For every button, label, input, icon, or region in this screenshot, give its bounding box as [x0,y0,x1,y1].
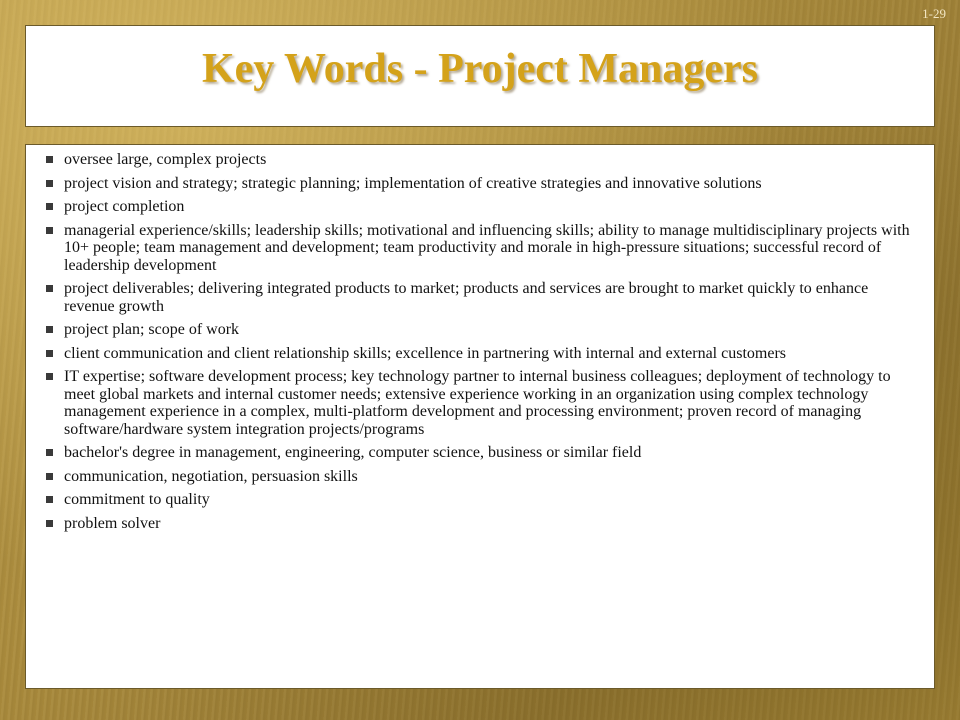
bullet-icon [46,449,53,456]
title-box [25,25,935,127]
bullet-icon [46,496,53,503]
slide-title: Key Words - Project Managers [202,46,758,92]
list-item-text: project completion [64,198,185,215]
list-item [40,280,920,315]
bullet-icon [46,203,53,210]
bullet-icon [46,473,53,480]
bullet-icon [46,156,53,163]
list-item [40,222,920,275]
bullet-icon [46,326,53,333]
bullet-icon [46,520,53,527]
list-item [40,198,920,216]
bullet-icon [46,350,53,357]
list-item [40,368,920,438]
list-item-text: IT expertise; software development process; key technology partner to internal business colleagues; deployment of technology to meet global markets and internal customer needs; extensive experience working in an organization using complex technology management experience in a complex, multi-platform development and processing environment; proven record of managing software/hardware system integration projects/programs [64,368,891,438]
list-item-text: project deliverables; delivering integrated products to market; products and services are brought to market quickly to enhance revenue growth [64,280,869,315]
content-box [25,144,935,689]
list-item [40,491,920,509]
list-item [40,444,920,462]
list-item [40,345,920,363]
list-item-text: project plan; scope of work [64,321,240,338]
list-item [40,321,920,339]
list-item [40,175,920,193]
bullet-icon [46,227,53,234]
list-item-text: bachelor's degree in management, engineering, computer science, business or similar field [64,444,642,461]
bullet-list [40,151,920,532]
list-item-text: managerial experience/skills; leadership skills; motivational and influencing skills; ability to manage multidisciplinary projects with 10+ people; team management and development; team productivity and morale in high-pressure situations; successful record of leadership development [64,221,910,274]
bullet-icon [46,180,53,187]
list-item-text: project vision and strategy; strategic planning; implementation of creative strategies and innovative solutions [64,174,762,192]
list-item [40,151,920,169]
list-item-text: client communication and client relationship skills; excellence in partnering with internal and external customers [64,344,786,362]
list-item [40,468,920,486]
list-item-text: oversee large, complex projects [64,151,267,168]
slide-number: 1-29 [922,6,946,21]
list-item [40,515,920,533]
list-item-text: commitment to quality [64,491,210,508]
list-item-text: communication, negotiation, persuasion skills [64,467,358,485]
bullet-icon [46,285,53,292]
bullet-icon [46,373,53,380]
list-item-text: problem solver [64,514,161,532]
